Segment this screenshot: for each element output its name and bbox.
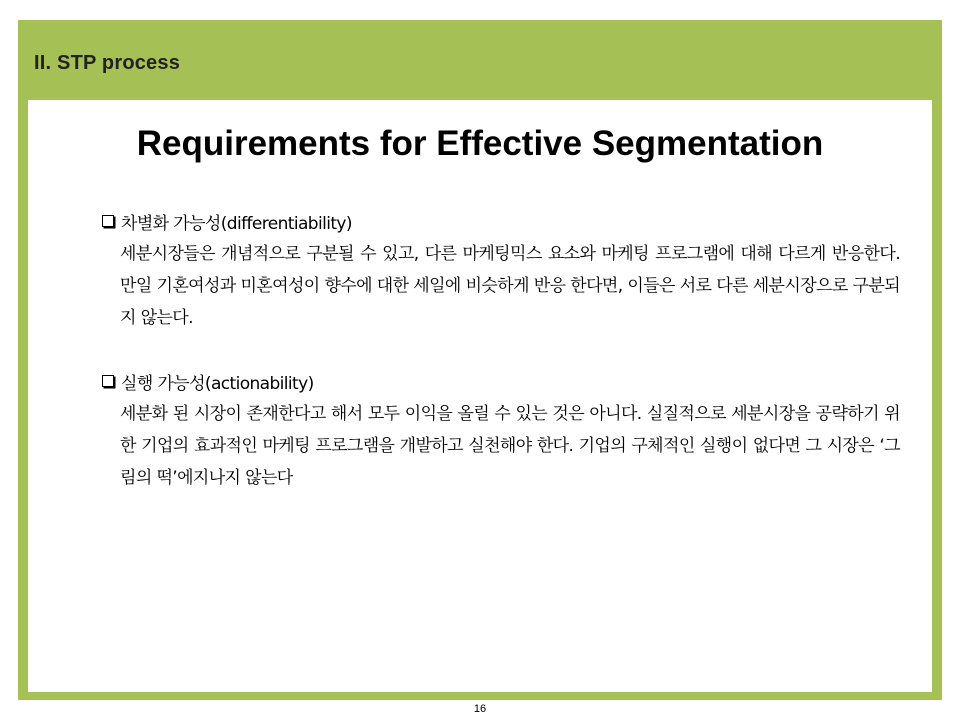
section-body: 세분시장들은 개념적으로 구분될 수 있고, 다른 마케팅믹스 요소와 마케팅 프로그램에 대해 다르게 반응한다. 만일 기혼여성과 미혼여성이 향수에 대한 세일에 비슷하게 반응 한다면, 이들은 서로 다른 세분시장으로 구분되지 않는다.: [120, 244, 900, 328]
page-number: 16: [473, 703, 487, 715]
content-panel: [28, 100, 932, 692]
checkbox-bullet-icon: [102, 375, 114, 387]
slide-title: Requirements for Effective Segmentation: [136, 124, 824, 163]
section-heading: [100, 208, 900, 234]
section-heading-text: 실행 가능성(actionability): [121, 373, 314, 394]
section-actionability: [100, 368, 900, 494]
header-title: II. STP process: [34, 52, 181, 74]
section-differentiability: [100, 208, 900, 334]
section-heading: [100, 368, 900, 394]
section-heading-text: 차별화 가능성(differentiability): [121, 213, 352, 234]
section-body: 세분화 된 시장이 존재한다고 해서 모두 이익을 올릴 수 있는 것은 아니다. 실질적으로 세분시장을 공략하기 위한 기업의 효과적인 마케팅 프로그램을 개발하고 실천해야 한다. 기업의 구체적인 실행이 없다면 그 시장은 ‘그림의 떡’에지나지 않는다: [120, 404, 900, 488]
checkbox-bullet-icon: [102, 215, 114, 227]
slide-frame: [18, 20, 942, 700]
